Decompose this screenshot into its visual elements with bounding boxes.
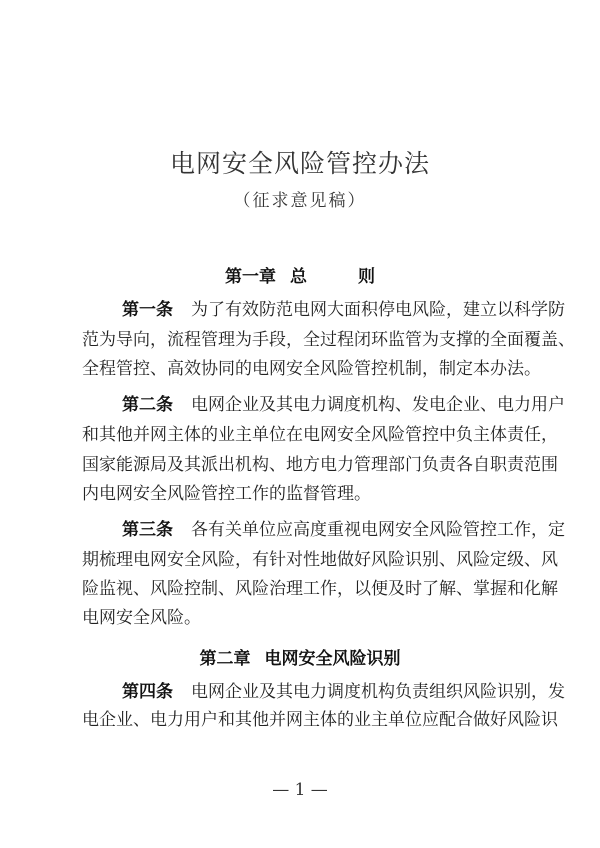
- page-number: — 1 —: [272, 780, 328, 800]
- paragraph-line: 范为导向，流程管理为手段，全过程闭环监管为支撑的全面覆盖、: [82, 330, 575, 350]
- paragraph-text: 电网企业及其电力调度机构负责组织风险识别，发: [191, 682, 565, 702]
- paragraph-text: 为了有效防范电网大面积停电风险，建立以科学防: [191, 300, 565, 320]
- article-1-line: [82, 299, 565, 321]
- paragraph-line: 电企业、电力用户和其他并网主体的业主单位应配合做好风险识: [82, 710, 558, 730]
- chapter-title: 电网安全风险识别: [264, 649, 401, 669]
- chapter-number: 第一章: [225, 267, 276, 287]
- article-label: 第二条: [122, 395, 173, 415]
- chapter-2-heading: [0, 644, 600, 669]
- article-label: 第一条: [122, 300, 173, 320]
- article-2-line: [82, 394, 565, 416]
- article-4-line: [82, 681, 565, 703]
- paragraph-text: 各有关单位应高度重视电网安全风险管控工作，定: [191, 520, 565, 540]
- paragraph-line: 和其他并网主体的业主单位在电网安全风险管控中负主体责任，: [82, 425, 558, 445]
- paragraph-line: 全程管控、高效协同的电网安全风险管控机制，制定本办法。: [82, 359, 541, 379]
- paragraph-line: 期梳理电网安全风险，有针对性地做好风险识别、风险定级、风: [82, 550, 558, 570]
- paragraph-text: 电网企业及其电力调度机构、发电企业、电力用户: [191, 395, 565, 415]
- document-subtitle: （征求意见稿）: [233, 191, 367, 211]
- article-label: 第四条: [122, 682, 173, 702]
- chapter-title: 总 则: [290, 267, 375, 287]
- paragraph-line: 电网安全风险。: [82, 608, 201, 628]
- chapter-number: 第二章: [199, 649, 251, 669]
- paragraph-line: 险监视、风险控制、风险治理工作，以便及时了解、掌握和化解: [82, 579, 558, 599]
- paragraph-line: 内电网安全风险管控工作的监督管理。: [82, 484, 371, 504]
- article-label: 第三条: [122, 520, 173, 540]
- article-3-line: [82, 519, 565, 541]
- document-title: 电网安全风险管控办法: [169, 149, 430, 178]
- chapter-1-heading: [0, 262, 600, 287]
- paragraph-line: 国家能源局及其派出机构、地方电力管理部门负责各自职责范围: [82, 455, 558, 475]
